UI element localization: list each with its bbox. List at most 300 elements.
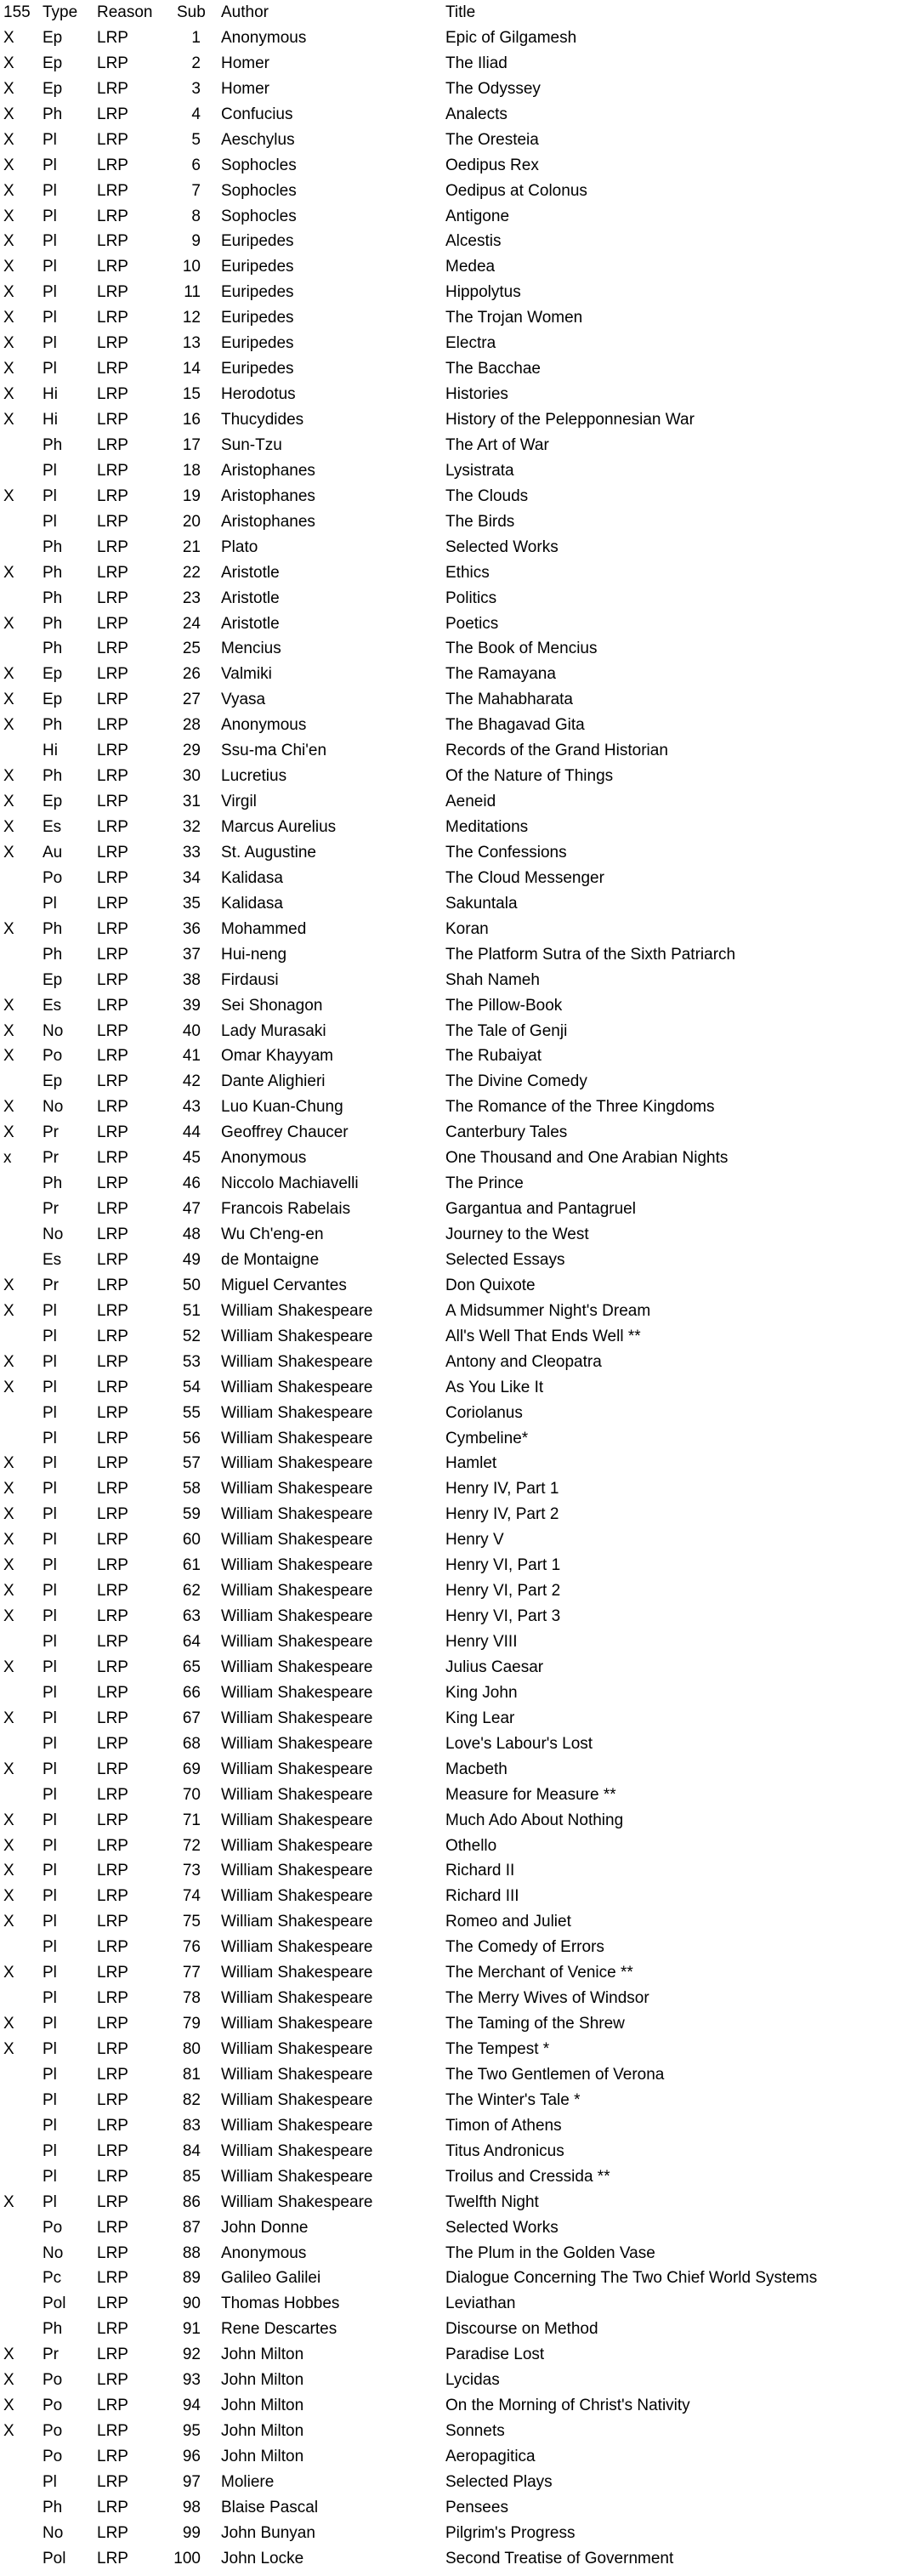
table-row	[0, 433, 913, 458]
type-cell: Pl	[43, 1811, 57, 1829]
title-cell: Hippolytus	[445, 283, 521, 302]
title-cell: Gargantua and Pantagruel	[445, 1200, 636, 1219]
table-row	[0, 1909, 913, 1935]
reason-cell: LRP	[97, 1658, 128, 1676]
check-cell: X	[3, 691, 14, 709]
title-cell: Julius Caesar	[445, 1658, 544, 1676]
table-row	[0, 1426, 913, 1452]
reason-cell: LRP	[97, 2167, 128, 2186]
table-row	[0, 2368, 913, 2393]
type-cell: Pl	[43, 486, 57, 505]
sub-cell: 91	[182, 2320, 201, 2339]
title-cell: Discourse on Method	[445, 2320, 598, 2339]
type-cell: Pl	[43, 1301, 57, 1320]
reason-cell: LRP	[97, 2218, 128, 2237]
title-cell: Romeo and Juliet	[445, 1913, 571, 1931]
title-cell: The Tale of Genji	[445, 1021, 568, 1040]
title-cell: The Plum in the Golden Vase	[445, 2243, 655, 2262]
sub-cell: 58	[182, 1480, 201, 1498]
author-cell: William Shakespeare	[221, 2167, 373, 2186]
author-cell: John Milton	[221, 2422, 304, 2441]
author-cell: William Shakespeare	[221, 2015, 373, 2033]
title-cell: Paradise Lost	[445, 2346, 545, 2364]
author-cell: William Shakespeare	[221, 1327, 373, 1345]
check-cell: X	[3, 360, 14, 378]
title-cell: Titus Andronicus	[445, 2141, 564, 2160]
check-cell: X	[3, 2422, 14, 2441]
type-cell: No	[43, 2523, 64, 2542]
sub-cell: 23	[182, 589, 201, 607]
sub-cell: 52	[182, 1327, 201, 1345]
sub-cell: 43	[182, 1098, 201, 1117]
reason-cell: LRP	[97, 360, 128, 378]
reason-cell: LRP	[97, 1072, 128, 1091]
title-cell: Coriolanus	[445, 1403, 523, 1422]
sub-cell: 29	[182, 742, 201, 760]
type-cell: Pl	[43, 309, 57, 327]
type-cell: Ph	[43, 640, 63, 658]
type-cell: Ph	[43, 2320, 63, 2339]
author-cell: Galileo Galilei	[221, 2269, 321, 2288]
reason-cell: LRP	[97, 1785, 128, 1804]
type-cell: Po	[43, 868, 63, 887]
sub-cell: 60	[182, 1531, 201, 1550]
reason-cell: LRP	[97, 1633, 128, 1651]
sub-cell: 80	[182, 2040, 201, 2058]
table-row	[0, 2317, 913, 2342]
type-cell: Pl	[43, 258, 57, 276]
reason-cell: LRP	[97, 2397, 128, 2415]
title-cell: Epic of Gilgamesh	[445, 28, 577, 47]
author-cell: Aristophanes	[221, 512, 315, 531]
title-cell: The Bhagavad Gita	[445, 716, 585, 735]
author-cell: Thucydides	[221, 411, 304, 429]
table-row	[0, 407, 913, 433]
title-cell: Henry VI, Part 2	[445, 1582, 561, 1601]
title-cell: Henry VIII	[445, 1633, 518, 1651]
type-cell: Ep	[43, 28, 63, 47]
table-row	[0, 356, 913, 382]
check-cell: X	[3, 1760, 14, 1778]
title-cell: History of the Pelepponnesian War	[445, 411, 695, 429]
check-cell: X	[3, 1047, 14, 1066]
title-cell: The Clouds	[445, 486, 529, 505]
author-cell: Mencius	[221, 640, 281, 658]
author-cell: Hui-neng	[221, 945, 287, 964]
type-cell: Pl	[43, 1836, 57, 1855]
author-cell: John Locke	[221, 2549, 304, 2567]
type-cell: No	[43, 1098, 64, 1117]
author-cell: William Shakespeare	[221, 2065, 373, 2084]
table-row	[0, 77, 913, 102]
type-cell: No	[43, 1225, 64, 1243]
reason-cell: LRP	[97, 1429, 128, 1447]
table-row	[0, 1043, 913, 1069]
sub-cell: 94	[182, 2397, 201, 2415]
author-cell: William Shakespeare	[221, 1709, 373, 1727]
type-cell: Hi	[43, 742, 58, 760]
check-cell: X	[3, 130, 14, 149]
sub-cell: 42	[182, 1072, 201, 1091]
table-row	[0, 2164, 913, 2190]
header-check: 155	[3, 3, 31, 21]
sub-cell: 87	[182, 2218, 201, 2237]
author-cell: William Shakespeare	[221, 1938, 373, 1957]
table-row	[0, 866, 913, 891]
reason-cell: LRP	[97, 1047, 128, 1066]
table-row	[0, 1858, 913, 1884]
table-row	[0, 789, 913, 815]
reason-cell: LRP	[97, 1709, 128, 1727]
check-cell: X	[3, 385, 14, 404]
reason-cell: LRP	[97, 283, 128, 302]
table-row	[0, 204, 913, 230]
title-cell: The Mahabharata	[445, 691, 573, 709]
title-cell: Second Treatise of Government	[445, 2549, 674, 2567]
table-row	[0, 26, 913, 51]
author-cell: William Shakespeare	[221, 1378, 373, 1396]
sub-cell: 13	[182, 334, 201, 353]
author-cell: Sophocles	[221, 207, 297, 225]
author-cell: Confucius	[221, 105, 293, 123]
sub-cell: 20	[182, 512, 201, 531]
sub-cell: 66	[182, 1683, 201, 1702]
type-cell: Pr	[43, 1200, 59, 1219]
reason-cell: LRP	[97, 589, 128, 607]
table-row	[0, 1834, 913, 1859]
table-row	[0, 840, 913, 866]
check-cell: X	[3, 283, 14, 302]
check-cell: X	[3, 1454, 14, 1473]
author-cell: Dante Alighieri	[221, 1072, 326, 1091]
author-cell: William Shakespeare	[221, 1505, 373, 1524]
author-cell: Niccolo Machiavelli	[221, 1174, 359, 1193]
type-cell: Pr	[43, 2346, 59, 2364]
sub-cell: 95	[182, 2422, 201, 2441]
sub-cell: 27	[182, 691, 201, 709]
check-cell: X	[3, 1887, 14, 1906]
reason-cell: LRP	[97, 54, 128, 72]
table-row	[0, 2393, 913, 2419]
type-cell: Pl	[43, 1913, 57, 1931]
type-cell: Pl	[43, 2090, 57, 2109]
title-cell: The Tempest *	[445, 2040, 550, 2058]
title-cell: Henry V	[445, 1531, 504, 1550]
reason-cell: LRP	[97, 1301, 128, 1320]
table-row	[0, 1960, 913, 1986]
check-cell: X	[3, 1836, 14, 1855]
author-cell: William Shakespeare	[221, 1352, 373, 1371]
reason-cell: LRP	[97, 1327, 128, 1345]
check-cell: X	[3, 28, 14, 47]
table-row	[0, 128, 913, 153]
check-cell: X	[3, 1098, 14, 1117]
reason-cell: LRP	[97, 1505, 128, 1524]
reason-cell: LRP	[97, 461, 128, 480]
reason-cell: LRP	[97, 2243, 128, 2262]
type-cell: Pol	[43, 2549, 66, 2567]
author-cell: Thomas Hobbes	[221, 2295, 340, 2313]
sub-cell: 79	[182, 2015, 201, 2033]
sub-cell: 4	[191, 105, 201, 123]
author-cell: William Shakespeare	[221, 1811, 373, 1829]
table-row	[0, 1095, 913, 1120]
title-cell: Aeropagitica	[445, 2448, 536, 2465]
author-cell: Omar Khayyam	[221, 1047, 333, 1066]
author-cell: William Shakespeare	[221, 1836, 373, 1855]
type-cell: Pl	[43, 2116, 57, 2135]
author-cell: William Shakespeare	[221, 1913, 373, 1931]
title-cell: Richard II	[445, 1862, 515, 1880]
reason-cell: LRP	[97, 1607, 128, 1626]
table-row	[0, 1502, 913, 1527]
author-cell: Anonymous	[221, 716, 307, 735]
check-cell: X	[3, 793, 14, 811]
sub-cell: 86	[182, 2192, 201, 2211]
author-cell: John Milton	[221, 2346, 304, 2364]
table-row	[0, 1222, 913, 1248]
author-cell: John Milton	[221, 2448, 304, 2465]
sub-cell: 50	[182, 1276, 201, 1294]
check-cell: X	[3, 2192, 14, 2211]
header-sub: Sub	[177, 3, 206, 21]
title-cell: Othello	[445, 1836, 497, 1855]
reason-cell: LRP	[97, 2523, 128, 2542]
reason-cell: LRP	[97, 1734, 128, 1753]
type-cell: Ph	[43, 435, 63, 454]
author-cell: Geoffrey Chaucer	[221, 1123, 349, 1142]
author-cell: Lady Murasaki	[221, 1021, 326, 1040]
type-cell: Pl	[43, 1658, 57, 1676]
header-title: Title	[445, 3, 476, 21]
sub-cell: 6	[191, 156, 201, 174]
check-cell: X	[3, 1913, 14, 1931]
sub-cell: 51	[182, 1301, 201, 1320]
type-cell: Ep	[43, 970, 63, 989]
title-cell: The Odyssey	[445, 79, 541, 98]
table-row	[0, 2215, 913, 2241]
type-cell: Pl	[43, 2065, 57, 2084]
type-cell: Pr	[43, 1123, 59, 1142]
reason-cell: LRP	[97, 1811, 128, 1829]
table-row	[0, 713, 913, 738]
title-cell: The Winter's Tale *	[445, 2090, 581, 2109]
reason-cell: LRP	[97, 309, 128, 327]
table-row	[0, 2241, 913, 2266]
title-cell: The Merry Wives of Windsor	[445, 1989, 649, 2008]
type-cell: Hi	[43, 385, 58, 404]
sub-cell: 99	[182, 2523, 201, 2542]
reason-cell: LRP	[97, 2141, 128, 2160]
title-cell: King John	[445, 1683, 518, 1702]
check-cell: X	[3, 207, 14, 225]
table-row	[0, 2062, 913, 2088]
author-cell: Kalidasa	[221, 868, 283, 887]
reason-cell: LRP	[97, 2192, 128, 2211]
type-cell: Po	[43, 2448, 63, 2465]
sub-cell: 3	[191, 79, 201, 98]
type-cell: Pl	[43, 283, 57, 302]
title-cell: The Merchant of Venice **	[445, 1964, 633, 1982]
sub-cell: 54	[182, 1378, 201, 1396]
table-row	[0, 1783, 913, 1808]
sub-cell: 26	[182, 665, 201, 684]
sub-cell: 98	[182, 2498, 201, 2516]
reason-cell: LRP	[97, 1989, 128, 2008]
check-cell: X	[3, 1556, 14, 1575]
type-cell: Pl	[43, 1683, 57, 1702]
table-row	[0, 1706, 913, 1732]
title-cell: Love's Labour's Lost	[445, 1734, 593, 1753]
reason-cell: LRP	[97, 435, 128, 454]
table-row	[0, 254, 913, 280]
title-cell: Antigone	[445, 207, 510, 225]
author-cell: Ssu-ma Chi'en	[221, 742, 327, 760]
table-row	[0, 662, 913, 687]
table-row	[0, 1680, 913, 1706]
title-cell: Measure for Measure **	[445, 1785, 616, 1804]
sub-cell: 83	[182, 2116, 201, 2135]
table-row	[0, 738, 913, 764]
sub-cell: 100	[173, 2549, 201, 2567]
title-cell: Hamlet	[445, 1454, 497, 1473]
type-cell: Pl	[43, 1480, 57, 1498]
sub-cell: 37	[182, 945, 201, 964]
type-cell: Pl	[43, 1531, 57, 1550]
author-cell: Plato	[221, 537, 258, 556]
sub-cell: 85	[182, 2167, 201, 2186]
title-cell: Henry VI, Part 3	[445, 1607, 561, 1626]
type-cell: Es	[43, 818, 62, 836]
type-cell: Pl	[43, 232, 57, 251]
table-row	[0, 2190, 913, 2215]
type-cell: Po	[43, 2422, 63, 2441]
check-cell: X	[3, 1582, 14, 1601]
author-cell: Sun-Tzu	[221, 435, 282, 454]
author-cell: Anonymous	[221, 1149, 307, 1168]
reason-cell: LRP	[97, 970, 128, 989]
author-cell: William Shakespeare	[221, 1556, 373, 1575]
author-cell: William Shakespeare	[221, 1862, 373, 1880]
author-cell: Firdausi	[221, 970, 279, 989]
title-cell: Selected Plays	[445, 2472, 553, 2491]
author-cell: Marcus Aurelius	[221, 818, 337, 836]
reason-cell: LRP	[97, 1454, 128, 1473]
type-cell: Au	[43, 843, 63, 862]
title-cell: Canterbury Tales	[445, 1123, 568, 1142]
author-cell: William Shakespeare	[221, 1658, 373, 1676]
title-cell: Selected Works	[445, 537, 559, 556]
title-cell: Don Quixote	[445, 1276, 536, 1294]
sub-cell: 40	[182, 1021, 201, 1040]
author-cell: Herodotus	[221, 385, 296, 404]
sub-cell: 48	[182, 1225, 201, 1243]
type-cell: Ph	[43, 105, 63, 123]
reason-cell: LRP	[97, 2371, 128, 2390]
author-cell: William Shakespeare	[221, 1734, 373, 1753]
check-cell: X	[3, 2040, 14, 2058]
sub-cell: 38	[182, 970, 201, 989]
table-row	[0, 1273, 913, 1299]
sub-cell: 5	[191, 130, 201, 149]
title-cell: Poetics	[445, 614, 499, 633]
type-cell: Pol	[43, 2295, 66, 2313]
author-cell: Aeschylus	[221, 130, 295, 149]
sub-cell: 67	[182, 1709, 201, 1727]
table-row	[0, 1120, 913, 1146]
type-cell: Ph	[43, 589, 63, 607]
sub-cell: 88	[182, 2243, 201, 2262]
author-cell: John Milton	[221, 2371, 304, 2390]
sub-cell: 77	[182, 1964, 201, 1982]
check-cell: X	[3, 1505, 14, 1524]
sub-cell: 2	[191, 54, 201, 72]
type-cell: Ph	[43, 614, 63, 633]
type-cell: No	[43, 1021, 64, 1040]
reason-cell: LRP	[97, 258, 128, 276]
author-cell: William Shakespeare	[221, 1785, 373, 1804]
table-row	[0, 764, 913, 789]
author-cell: Mohammed	[221, 919, 307, 938]
sub-cell: 32	[182, 818, 201, 836]
table-row	[0, 2291, 913, 2317]
reason-cell: LRP	[97, 894, 128, 913]
title-cell: King Lear	[445, 1709, 515, 1727]
type-cell: Pl	[43, 2167, 57, 2186]
title-cell: Troilus and Cressida **	[445, 2167, 610, 2186]
title-cell: Leviathan	[445, 2295, 516, 2313]
reason-cell: LRP	[97, 2448, 128, 2465]
author-cell: Wu Ch'eng-en	[221, 1225, 324, 1243]
sub-cell: 24	[182, 614, 201, 633]
sub-cell: 84	[182, 2141, 201, 2160]
check-cell: X	[3, 411, 14, 429]
reason-cell: LRP	[97, 1836, 128, 1855]
author-cell: Euripedes	[221, 232, 294, 251]
table-row	[0, 1527, 913, 1553]
type-cell: Ph	[43, 767, 63, 786]
title-cell: The Book of Mencius	[445, 640, 598, 658]
title-cell: Pensees	[445, 2498, 508, 2516]
author-cell: Anonymous	[221, 2243, 307, 2262]
reason-cell: LRP	[97, 2090, 128, 2109]
title-cell: Lysistrata	[445, 461, 514, 480]
header-author: Author	[221, 3, 269, 21]
sub-cell: 9	[191, 232, 201, 251]
table-row	[0, 942, 913, 968]
table-row	[0, 1986, 913, 2011]
author-cell: John Milton	[221, 2397, 304, 2415]
type-cell: Pl	[43, 512, 57, 531]
sub-cell: 28	[182, 716, 201, 735]
reason-cell: LRP	[97, 486, 128, 505]
type-cell: Ep	[43, 54, 63, 72]
title-cell: Records of the Grand Historian	[445, 742, 668, 760]
type-cell: Pl	[43, 181, 57, 200]
table-row	[0, 229, 913, 254]
author-cell: William Shakespeare	[221, 2090, 373, 2109]
reason-cell: LRP	[97, 1021, 128, 1040]
author-cell: Euripedes	[221, 283, 294, 302]
reason-cell: LRP	[97, 130, 128, 149]
table-row	[0, 917, 913, 942]
sub-cell: 70	[182, 1785, 201, 1804]
author-cell: William Shakespeare	[221, 2141, 373, 2160]
type-cell: Pl	[43, 2141, 57, 2160]
reason-cell: LRP	[97, 793, 128, 811]
title-cell: The Prince	[445, 1174, 524, 1193]
author-cell: William Shakespeare	[221, 1683, 373, 1702]
